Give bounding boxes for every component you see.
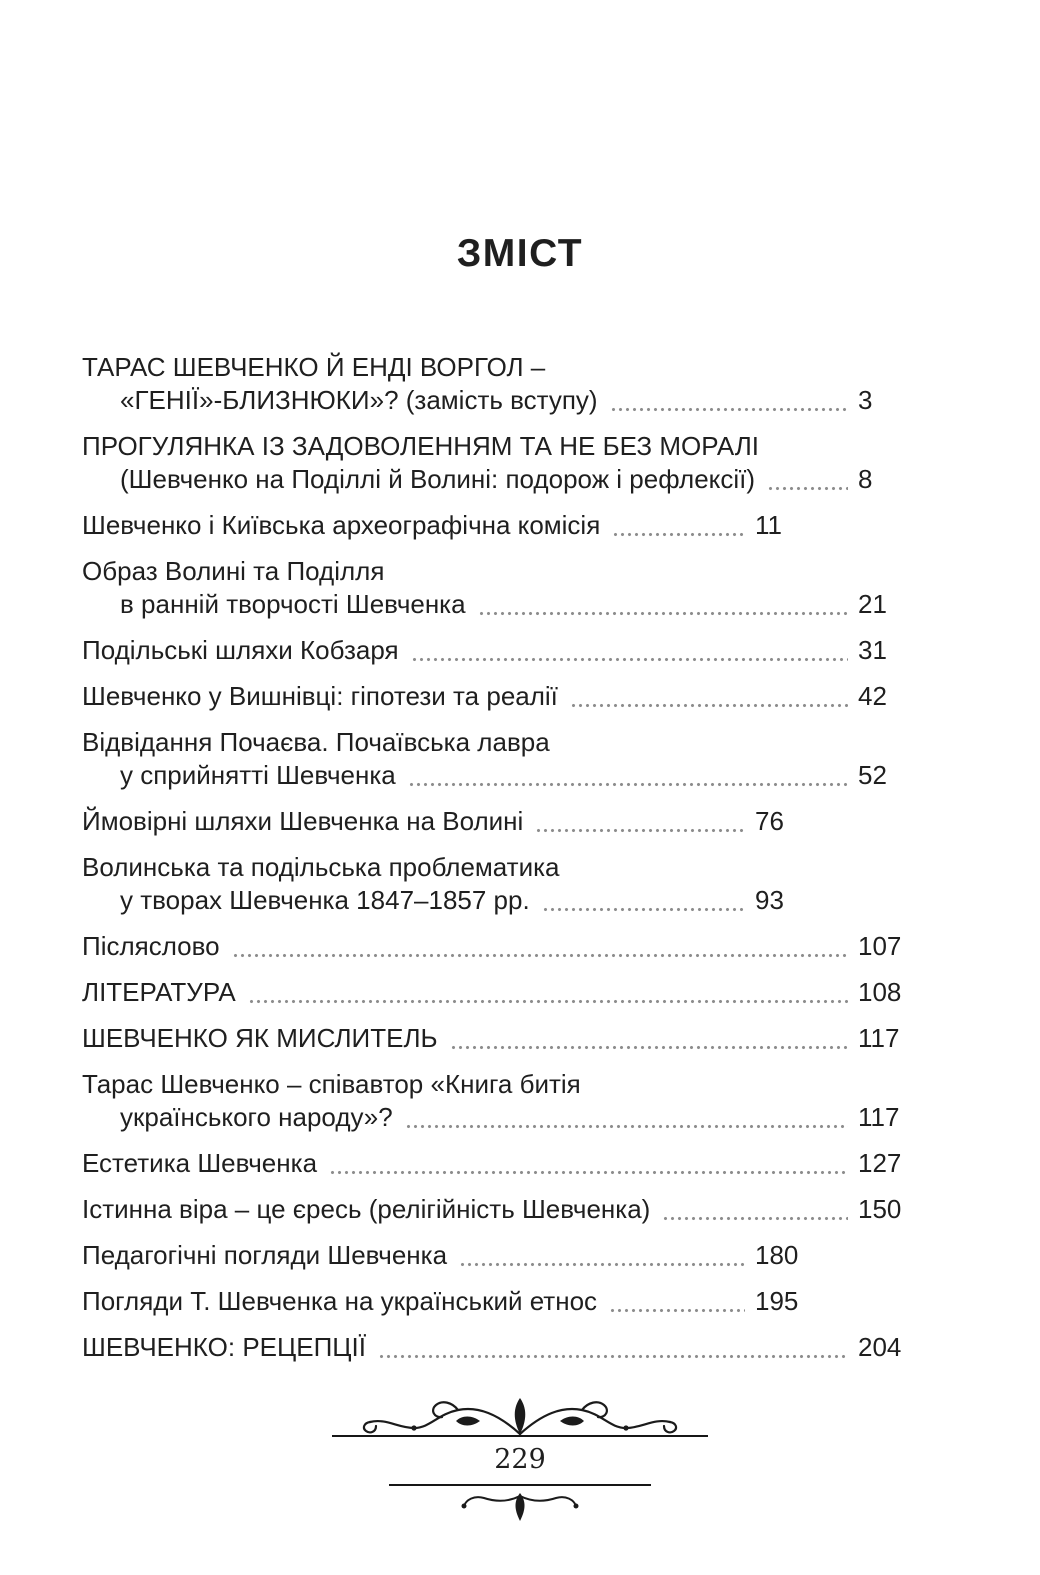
toc-entry-text: Шевченко і Київська археографічна комісія xyxy=(82,510,601,540)
toc-page-number: 52 xyxy=(858,760,887,790)
toc-entry-text: Істинна віра – це єресь (релігійність Шевченка) xyxy=(82,1194,651,1224)
toc-entry-text: Післяслово xyxy=(82,931,220,961)
toc-leader-dots xyxy=(570,680,848,713)
toc-entry-text: Ймовірні шляхи Шевченка на Волині xyxy=(82,806,524,836)
toc-leader-dots xyxy=(609,1285,745,1318)
toc-entry-row xyxy=(82,884,803,917)
toc-entry-text: Педагогічні погляди Шевченка xyxy=(82,1240,448,1270)
toc-entry-text: у сприйнятті Шевченка xyxy=(120,760,396,790)
toc-leader-dots xyxy=(408,759,848,792)
toc-entry-text: «ГЕНІЇ»-БЛИЗНЮКИ»? (замість вступу) xyxy=(120,385,598,415)
toc-entry xyxy=(82,430,906,496)
toc-page-number: 117 xyxy=(858,1102,900,1132)
toc-entry-text: ЛІТЕРАТУРА xyxy=(82,977,236,1007)
toc-entry xyxy=(82,976,906,1009)
toc-entry-text: Погляди Т. Шевченка на український етнос xyxy=(82,1286,598,1316)
toc-leader-dots xyxy=(610,384,848,417)
toc-page-number: 107 xyxy=(858,931,902,961)
toc-leader-dots xyxy=(478,588,848,621)
toc-entry xyxy=(82,1068,906,1134)
toc-page-number: 108 xyxy=(858,977,902,1007)
toc-leader-dots xyxy=(662,1193,848,1226)
toc-entry xyxy=(82,1285,906,1318)
toc-leader-dots xyxy=(232,930,848,963)
toc-entry-row xyxy=(82,680,906,713)
toc-entry-text: ШЕВЧЕНКО ЯК МИСЛИТЕЛЬ xyxy=(82,1023,438,1053)
toc-leader-dots xyxy=(248,976,848,1009)
divider-rule-bottom xyxy=(389,1484,651,1486)
toc-entry-row xyxy=(82,634,906,667)
toc-entry xyxy=(82,1193,906,1226)
toc-page-number: 180 xyxy=(755,1240,799,1270)
toc-leader-dots xyxy=(459,1239,745,1272)
toc-entry-text: Відвідання Почаєва. Почаївська лавра xyxy=(82,727,550,757)
toc-entry-row xyxy=(82,805,803,838)
toc-leader-dots xyxy=(378,1331,848,1364)
toc-leader-dots xyxy=(767,463,848,496)
toc-entry-row xyxy=(82,509,803,542)
toc-entry-row xyxy=(82,588,906,621)
toc-entry xyxy=(82,1331,906,1364)
toc-entry-row xyxy=(82,1239,803,1272)
toc-entry-row xyxy=(82,1147,906,1180)
toc-page-number: 150 xyxy=(858,1194,902,1224)
toc-entry-text: Волинська та подільська проблематика xyxy=(82,852,560,882)
toc-entry-row xyxy=(82,1101,906,1134)
toc-entry-text: ТАРАС ШЕВЧЕНКО Й ЕНДІ ВОРГОЛ – xyxy=(82,352,546,382)
toc-entry-text: (Шевченко на Поділлі й Волині: подорож і рефлексії) xyxy=(120,464,756,494)
toc-leader-dots xyxy=(450,1022,848,1055)
ornament-flourish-icon xyxy=(360,1396,680,1438)
toc-entry-text: Естетика Шевченка xyxy=(82,1148,318,1178)
toc-page-number: 117 xyxy=(858,1023,900,1053)
page-number: 229 xyxy=(494,1444,546,1475)
toc-entry xyxy=(82,509,906,542)
toc-page-number: 42 xyxy=(858,681,887,711)
toc-page-number: 204 xyxy=(858,1332,902,1362)
toc-entry xyxy=(82,851,906,917)
toc-entry xyxy=(82,930,906,963)
toc-entry-row xyxy=(82,463,906,496)
toc-entry-text: у творах Шевченка 1847–1857 рр. xyxy=(120,885,530,915)
toc-entry-row xyxy=(82,759,906,792)
toc-entry-text: в ранній творчості Шевченка xyxy=(120,589,466,619)
toc-entry-text: Подільські шляхи Кобзаря xyxy=(82,635,399,665)
toc-entry xyxy=(82,680,906,713)
toc-page-number: 127 xyxy=(858,1148,902,1178)
footer xyxy=(0,1396,1040,1523)
toc-leader-dots xyxy=(612,509,745,542)
toc-entry xyxy=(82,1239,906,1272)
toc-entry xyxy=(82,351,906,417)
toc-leader-dots xyxy=(542,884,745,917)
toc-entry-text: Шевченко у Вишнівці: гіпотези та реалії xyxy=(82,681,558,711)
toc-entry-text: ШЕВЧЕНКО: РЕЦЕПЦІЇ xyxy=(82,1332,366,1362)
toc-entry-row xyxy=(82,384,906,417)
toc-entry-row xyxy=(82,1331,906,1364)
toc-page-number: 3 xyxy=(858,385,873,415)
toc-entry xyxy=(82,634,906,667)
toc-entry-text: Образ Волині та Поділля xyxy=(82,556,385,586)
toc-entry-row xyxy=(82,976,906,1009)
toc-page-number: 76 xyxy=(755,806,784,836)
toc-entry xyxy=(82,726,906,792)
toc-page-number: 11 xyxy=(755,510,782,540)
toc-leader-dots xyxy=(535,805,745,838)
toc-list xyxy=(82,351,906,1364)
toc-entry-row xyxy=(82,1022,906,1055)
toc-entry xyxy=(82,1147,906,1180)
toc-entry xyxy=(82,1022,906,1055)
toc-page-number: 195 xyxy=(755,1286,799,1316)
page-title: ЗМІСТ xyxy=(456,232,584,275)
toc-entry-row xyxy=(82,930,906,963)
ornament-pendant-icon xyxy=(460,1491,580,1523)
toc-entry-text: Тарас Шевченко – співавтор «Книга битія xyxy=(82,1069,581,1099)
toc-leader-dots xyxy=(411,634,848,667)
toc-entry-row xyxy=(82,1193,906,1226)
toc-entry-text: українського народу»? xyxy=(120,1102,393,1132)
toc-page-number: 8 xyxy=(858,464,873,494)
toc-entry xyxy=(82,805,906,838)
toc-entry-text: ПРОГУЛЯНКА ІЗ ЗАДОВОЛЕННЯМ ТА НЕ БЕЗ МОРАЛІ xyxy=(82,431,760,461)
toc-entry-row xyxy=(82,1285,803,1318)
toc-page-number: 31 xyxy=(858,635,887,665)
divider-rule-top xyxy=(332,1435,708,1437)
toc-leader-dots xyxy=(329,1147,848,1180)
toc-page-number: 93 xyxy=(755,885,784,915)
toc-leader-dots xyxy=(405,1101,848,1134)
toc-page-number: 21 xyxy=(858,589,887,619)
toc-entry xyxy=(82,555,906,621)
